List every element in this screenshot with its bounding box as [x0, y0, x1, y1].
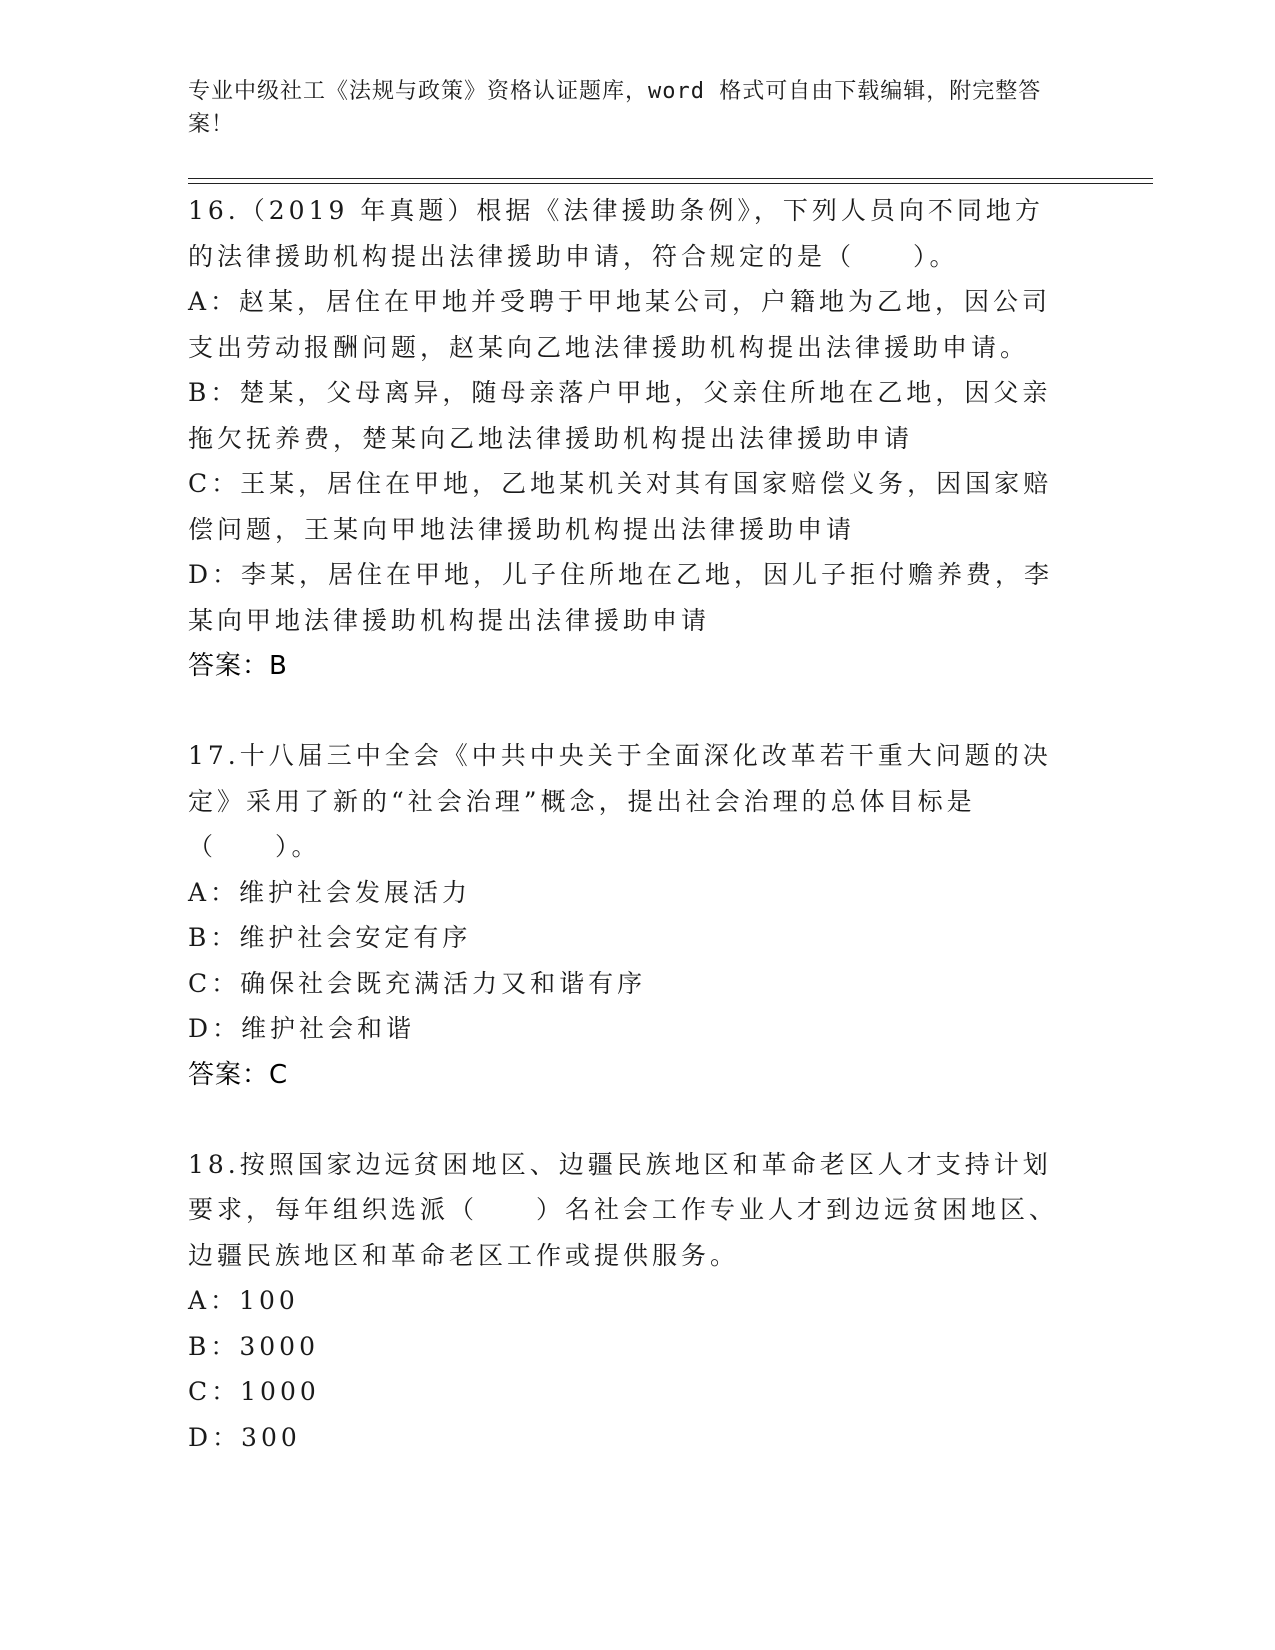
question-stem: 18.按照国家边远贫困地区、边疆民族地区和革命老区人才支持计划要求，每年组织选派（ ）名社会工作专业人才到边远贫困地区、边疆民族地区和革命老区工作或提供服务。: [188, 1149, 1059, 1270]
answer-label: 答案：C: [188, 1059, 289, 1090]
answer-label: 答案：B: [188, 651, 288, 681]
option-d: D：维护社会和谐: [188, 1014, 416, 1043]
question-16: [188, 188, 1068, 689]
header-divider-top: [188, 178, 1153, 179]
question-list: [188, 188, 1068, 1460]
option-b: B：维护社会安定有序: [188, 923, 472, 952]
question-17: [188, 733, 1068, 1098]
option-c: C：王某，居住在甲地，乙地某机关对其有国家赔偿义务，因国家赔偿问题，王某向甲地法律援助机构提出法律援助申请: [188, 469, 1053, 544]
option-c: C：确保社会既充满活力又和谐有序: [188, 968, 647, 998]
question-stem: 17.十八届三中全会《中共中央关于全面深化改革若干重大问题的决定》采用了新的“社会治理”概念，提出社会治理的总体目标是（ ）。: [188, 741, 1052, 861]
header-divider-bottom: [188, 183, 1153, 184]
question-18: [188, 1142, 1068, 1461]
document-header: 专业中级社工《法规与政策》资格认证题库，word 格式可自由下载编辑，附完整答案！: [188, 79, 1042, 137]
option-c: C：1000: [188, 1377, 320, 1406]
option-b: B：楚某，父母离异，随母亲落户甲地，父亲住所地在乙地，因父亲拖欠抚养费，楚某向乙地法律援助机构提出法律援助申请: [188, 378, 1052, 453]
option-a: A：100: [188, 1286, 299, 1315]
option-a: A：赵某，居住在甲地并受聘于甲地某公司，户籍地为乙地，因公司支出劳动报酬问题，赵某向乙地法律援助机构提出法律援助申请。: [188, 287, 1052, 362]
option-b: B：3000: [188, 1331, 319, 1361]
spacer: [188, 689, 1068, 733]
spacer: [188, 1098, 1068, 1142]
option-d: D：李某，居住在甲地，儿子住所地在乙地，因儿子拒付赡养费，李某向甲地法律援助机构提出法律援助申请: [188, 560, 1054, 635]
option-d: D：300: [188, 1422, 301, 1452]
option-a: A：维护社会发展活力: [188, 877, 472, 907]
question-stem: 16.（2019 年真题）根据《法律援助条例》，下列人员向不同地方的法律援助机构提出法律援助申请，符合规定的是（ ）。: [188, 196, 1044, 271]
